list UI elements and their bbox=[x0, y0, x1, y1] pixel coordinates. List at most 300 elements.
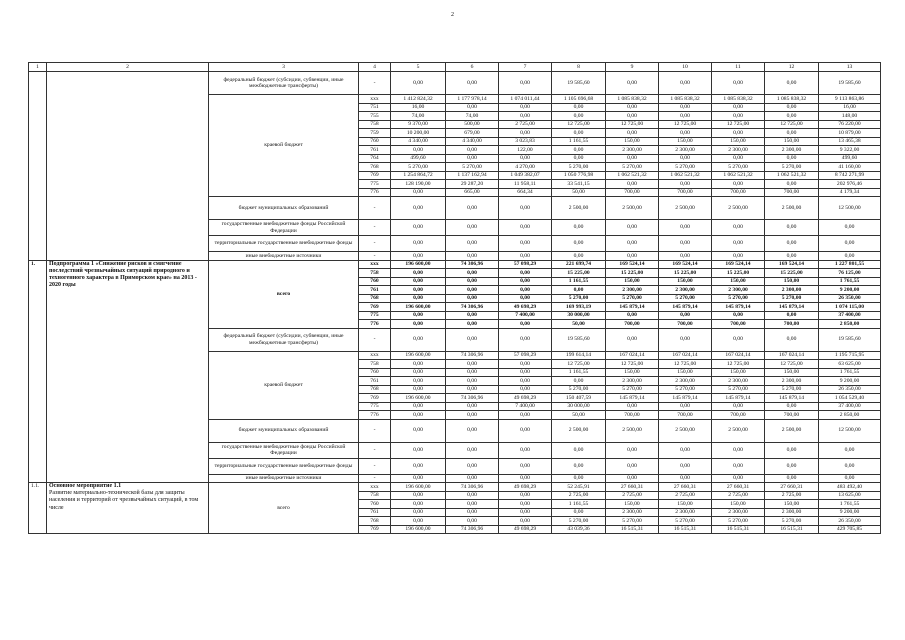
value-cell: 5 270,00 bbox=[712, 163, 765, 172]
value-cell: 0,00 bbox=[552, 220, 606, 236]
value-cell: 0,00 bbox=[606, 311, 659, 320]
value-cell: 0,00 bbox=[446, 154, 499, 163]
funding-source: территориальные государственные внебюджетные фонды bbox=[209, 458, 359, 474]
value-cell: 0,00 bbox=[659, 236, 712, 252]
value-cell: 16 515,31 bbox=[606, 525, 659, 534]
value-cell: 13 625,00 bbox=[819, 491, 881, 500]
value-cell: 0,00 bbox=[712, 402, 765, 411]
value-cell: 0,00 bbox=[552, 377, 606, 386]
value-cell: 0,00 bbox=[446, 269, 499, 278]
value-cell: 5 270,00 bbox=[552, 385, 606, 394]
value-cell: 2 500,00 bbox=[659, 419, 712, 442]
value-cell: 0,00 bbox=[391, 411, 446, 420]
value-cell: 26 350,00 bbox=[819, 385, 881, 394]
value-cell: 0,00 bbox=[499, 320, 552, 329]
value-cell: 50,00 bbox=[552, 411, 606, 420]
value-cell: 700,00 bbox=[606, 411, 659, 420]
value-cell: 150,00 bbox=[712, 500, 765, 509]
budget-code: 775 bbox=[359, 311, 391, 320]
funding-source: краевой бюджет bbox=[209, 95, 359, 197]
value-cell: 0,00 bbox=[552, 129, 606, 138]
value-cell: 0,00 bbox=[499, 286, 552, 295]
value-cell: 2 500,00 bbox=[765, 419, 819, 442]
value-cell: 2 300,00 bbox=[606, 377, 659, 386]
value-cell: 1 085 838,32 bbox=[765, 95, 819, 104]
value-cell: 0,00 bbox=[446, 328, 499, 351]
value-cell: 700,00 bbox=[659, 188, 712, 197]
value-cell: 499,60 bbox=[819, 154, 881, 163]
value-cell: 0,00 bbox=[499, 269, 552, 278]
value-cell: 2 300,00 bbox=[712, 286, 765, 295]
value-cell: 0,00 bbox=[446, 360, 499, 369]
value-cell: 0,00 bbox=[765, 112, 819, 121]
value-cell: 2 300,00 bbox=[765, 508, 819, 517]
funding-source: всего bbox=[209, 260, 359, 328]
value-cell: 76 220,00 bbox=[819, 120, 881, 129]
value-cell: 500,00 bbox=[446, 120, 499, 129]
budget-code: - bbox=[359, 419, 391, 442]
value-cell: 5 270,00 bbox=[606, 163, 659, 172]
value-cell: 0,00 bbox=[712, 311, 765, 320]
value-cell: 0,00 bbox=[391, 220, 446, 236]
value-cell: 0,00 bbox=[391, 72, 446, 95]
value-cell: 0,00 bbox=[712, 154, 765, 163]
value-cell: 9 200,00 bbox=[819, 286, 881, 295]
budget-code: 760 bbox=[359, 277, 391, 286]
value-cell: 0,00 bbox=[819, 252, 881, 261]
value-cell: 145 879,14 bbox=[765, 303, 819, 312]
value-cell: 0,00 bbox=[552, 474, 606, 483]
budget-code: 755 bbox=[359, 112, 391, 121]
value-cell: 0,00 bbox=[391, 360, 446, 369]
value-cell: 15 225,00 bbox=[659, 269, 712, 278]
value-cell: 1 412 824,32 bbox=[391, 95, 446, 104]
value-cell: 50,00 bbox=[552, 188, 606, 197]
value-cell: 2 500,00 bbox=[659, 197, 712, 220]
value-cell: 0,00 bbox=[712, 236, 765, 252]
value-cell: 199 614,14 bbox=[552, 351, 606, 360]
value-cell: 0,00 bbox=[499, 411, 552, 420]
value-cell: 0,00 bbox=[446, 368, 499, 377]
value-cell: 1 049 382,07 bbox=[499, 171, 552, 180]
value-cell: 700,00 bbox=[659, 411, 712, 420]
value-cell: 0,00 bbox=[391, 508, 446, 517]
value-cell: 19 585,60 bbox=[819, 328, 881, 351]
column-number-2: 2 bbox=[47, 63, 209, 72]
value-cell: 37 400,00 bbox=[819, 311, 881, 320]
value-cell: 74 306,96 bbox=[446, 483, 499, 492]
value-cell: 0,00 bbox=[391, 252, 446, 261]
value-cell: 0,00 bbox=[391, 377, 446, 386]
value-cell: 12 725,00 bbox=[712, 360, 765, 369]
value-cell: 0,00 bbox=[391, 458, 446, 474]
budget-code: xxx bbox=[359, 95, 391, 104]
value-cell: 12 725,00 bbox=[712, 120, 765, 129]
value-cell: 0,00 bbox=[659, 103, 712, 112]
row-title-heading: Основное мероприятие 1.1 bbox=[49, 483, 122, 489]
value-cell: 0,00 bbox=[765, 103, 819, 112]
value-cell: 0,00 bbox=[606, 442, 659, 458]
value-cell: 2 500,00 bbox=[606, 419, 659, 442]
value-cell: 0,00 bbox=[499, 491, 552, 500]
funding-source: всего bbox=[209, 483, 359, 534]
value-cell: 700,00 bbox=[606, 188, 659, 197]
value-cell: 0,00 bbox=[499, 220, 552, 236]
value-cell: 4 340,00 bbox=[391, 137, 446, 146]
value-cell: 5 270,00 bbox=[606, 517, 659, 526]
value-cell: 0,00 bbox=[765, 252, 819, 261]
value-cell: 0,00 bbox=[765, 328, 819, 351]
value-cell: 2 300,00 bbox=[606, 146, 659, 155]
value-cell: 0,00 bbox=[499, 328, 552, 351]
value-cell: 2 300,00 bbox=[765, 286, 819, 295]
value-cell: 0,00 bbox=[606, 180, 659, 189]
value-cell: 5 270,00 bbox=[659, 163, 712, 172]
value-cell: 145 879,14 bbox=[765, 394, 819, 403]
value-cell: 2 500,00 bbox=[606, 197, 659, 220]
row-title bbox=[47, 72, 209, 261]
value-cell: 196 600,00 bbox=[391, 351, 446, 360]
value-cell: 16,00 bbox=[391, 103, 446, 112]
value-cell: 150,00 bbox=[659, 277, 712, 286]
value-cell: 1 062 521,32 bbox=[712, 171, 765, 180]
budget-code: 760 bbox=[359, 368, 391, 377]
value-cell: 2 300,00 bbox=[606, 508, 659, 517]
value-cell: 0,00 bbox=[499, 368, 552, 377]
value-cell: 5 270,00 bbox=[659, 294, 712, 303]
value-cell: 1 085 838,32 bbox=[659, 95, 712, 104]
column-number-4: 4 bbox=[359, 63, 391, 72]
value-cell: 0,00 bbox=[499, 197, 552, 220]
value-cell: 145 879,14 bbox=[712, 394, 765, 403]
value-cell: 4 340,00 bbox=[446, 137, 499, 146]
value-cell: 12 725,00 bbox=[552, 120, 606, 129]
value-cell: 0,00 bbox=[712, 103, 765, 112]
budget-code: xxx bbox=[359, 260, 391, 269]
value-cell: 27 660,31 bbox=[765, 483, 819, 492]
value-cell: 57 098,29 bbox=[499, 260, 552, 269]
budget-code: xxx bbox=[359, 351, 391, 360]
value-cell: 15 225,00 bbox=[712, 269, 765, 278]
row-title bbox=[47, 260, 209, 483]
value-cell: 0,00 bbox=[552, 508, 606, 517]
value-cell: 12 725,00 bbox=[659, 120, 712, 129]
value-cell: 0,00 bbox=[659, 311, 712, 320]
budget-code: - bbox=[359, 458, 391, 474]
value-cell: 700,00 bbox=[765, 188, 819, 197]
value-cell: 0,00 bbox=[659, 129, 712, 138]
row-number: 1.1. bbox=[29, 483, 47, 534]
value-cell: 0,00 bbox=[391, 146, 446, 155]
value-cell: 0,00 bbox=[765, 311, 819, 320]
value-cell: 74 306,96 bbox=[446, 525, 499, 534]
value-cell: 12 725,00 bbox=[552, 360, 606, 369]
value-cell: 2 725,00 bbox=[499, 120, 552, 129]
value-cell: 483 492,40 bbox=[819, 483, 881, 492]
value-cell: 148,00 bbox=[819, 112, 881, 121]
value-cell: 5 270,00 bbox=[765, 163, 819, 172]
value-cell: 2 725,00 bbox=[606, 491, 659, 500]
value-cell: 19 585,60 bbox=[819, 72, 881, 95]
budget-code: 769 bbox=[359, 303, 391, 312]
value-cell: 0,00 bbox=[552, 103, 606, 112]
value-cell: 0,00 bbox=[499, 252, 552, 261]
value-cell: 1 062 521,32 bbox=[765, 171, 819, 180]
value-cell: 0,00 bbox=[606, 154, 659, 163]
value-cell: 2 725,00 bbox=[659, 491, 712, 500]
value-cell: 0,00 bbox=[499, 129, 552, 138]
value-cell: 150,00 bbox=[606, 277, 659, 286]
value-cell: 0,00 bbox=[659, 252, 712, 261]
value-cell: 0,00 bbox=[391, 491, 446, 500]
value-cell: 0,00 bbox=[391, 328, 446, 351]
value-cell: 0,00 bbox=[499, 236, 552, 252]
value-cell: 169 524,14 bbox=[765, 260, 819, 269]
value-cell: 700,00 bbox=[606, 320, 659, 329]
value-cell: 26 350,00 bbox=[819, 517, 881, 526]
value-cell: 0,00 bbox=[391, 442, 446, 458]
value-cell: 1 085 838,32 bbox=[606, 95, 659, 104]
value-cell: 0,00 bbox=[552, 236, 606, 252]
value-cell: 50,00 bbox=[552, 320, 606, 329]
row-title-description: Развитие материально-технической базы для защиты населения и территорий от чрезвычайных ситуаций, в том числе bbox=[49, 490, 199, 511]
value-cell: 0,00 bbox=[552, 146, 606, 155]
value-cell: 1 761,55 bbox=[819, 500, 881, 509]
budget-code: 761 bbox=[359, 377, 391, 386]
value-cell: 49 698,29 bbox=[499, 483, 552, 492]
value-cell: 665,00 bbox=[446, 188, 499, 197]
budget-code: 751 bbox=[359, 103, 391, 112]
value-cell: 150,00 bbox=[712, 368, 765, 377]
value-cell: 12 500,00 bbox=[819, 197, 881, 220]
column-number-7: 7 bbox=[499, 63, 552, 72]
value-cell: 5 270,00 bbox=[712, 294, 765, 303]
value-cell: 145 879,14 bbox=[712, 303, 765, 312]
value-cell: 49 698,29 bbox=[499, 394, 552, 403]
value-cell: 74,00 bbox=[391, 112, 446, 121]
value-cell: 0,00 bbox=[499, 277, 552, 286]
value-cell: 0,00 bbox=[391, 368, 446, 377]
value-cell: 0,00 bbox=[499, 154, 552, 163]
value-cell: 150,00 bbox=[765, 500, 819, 509]
value-cell: 0,00 bbox=[712, 72, 765, 95]
value-cell: 0,00 bbox=[391, 474, 446, 483]
value-cell: 0,00 bbox=[765, 474, 819, 483]
value-cell: 52 245,91 bbox=[552, 483, 606, 492]
value-cell: 700,00 bbox=[659, 320, 712, 329]
value-cell: 74 306,96 bbox=[446, 394, 499, 403]
budget-code: - bbox=[359, 197, 391, 220]
value-cell: 5 270,00 bbox=[765, 517, 819, 526]
value-cell: 2 500,00 bbox=[552, 197, 606, 220]
budget-code: 775 bbox=[359, 402, 391, 411]
value-cell: 7 400,00 bbox=[499, 311, 552, 320]
value-cell: 74 306,96 bbox=[446, 260, 499, 269]
value-cell: 700,00 bbox=[712, 188, 765, 197]
value-cell: 2 725,00 bbox=[552, 491, 606, 500]
value-cell: 0,00 bbox=[446, 277, 499, 286]
value-cell: 0,00 bbox=[765, 458, 819, 474]
value-cell: 2 300,00 bbox=[659, 508, 712, 517]
value-cell: 0,00 bbox=[446, 442, 499, 458]
value-cell: 0,00 bbox=[391, 269, 446, 278]
value-cell: 41 160,00 bbox=[819, 163, 881, 172]
value-cell: 679,00 bbox=[446, 129, 499, 138]
value-cell: 0,00 bbox=[446, 508, 499, 517]
value-cell: 169 524,14 bbox=[712, 260, 765, 269]
budget-code: - bbox=[359, 72, 391, 95]
value-cell: 12 725,00 bbox=[765, 360, 819, 369]
value-cell: 0,00 bbox=[712, 220, 765, 236]
value-cell: 0,00 bbox=[606, 72, 659, 95]
budget-code: 769 bbox=[359, 394, 391, 403]
value-cell: 27 660,31 bbox=[606, 483, 659, 492]
value-cell: 0,00 bbox=[765, 402, 819, 411]
value-cell: 0,00 bbox=[659, 458, 712, 474]
value-cell: 150,00 bbox=[606, 137, 659, 146]
value-cell: 0,00 bbox=[391, 311, 446, 320]
column-number-header-row bbox=[29, 63, 881, 72]
value-cell: 5 270,00 bbox=[765, 294, 819, 303]
value-cell: 1 161,55 bbox=[552, 137, 606, 146]
value-cell: 0,00 bbox=[819, 474, 881, 483]
value-cell: 196 600,00 bbox=[391, 260, 446, 269]
budget-code: 760 bbox=[359, 500, 391, 509]
value-cell: 27 660,31 bbox=[659, 483, 712, 492]
value-cell: 0,00 bbox=[499, 72, 552, 95]
value-cell: 7 400,00 bbox=[499, 402, 552, 411]
value-cell: 221 699,74 bbox=[552, 260, 606, 269]
value-cell: 169 524,14 bbox=[606, 260, 659, 269]
value-cell: 0,00 bbox=[606, 103, 659, 112]
value-cell: 0,00 bbox=[659, 220, 712, 236]
value-cell: 0,00 bbox=[659, 72, 712, 95]
value-cell: 0,00 bbox=[391, 385, 446, 394]
budget-code: 776 bbox=[359, 411, 391, 420]
budget-code: 758 bbox=[359, 360, 391, 369]
budget-code: 764 bbox=[359, 154, 391, 163]
value-cell: 0,00 bbox=[499, 103, 552, 112]
column-number-1: 1 bbox=[29, 63, 47, 72]
value-cell: 700,00 bbox=[765, 411, 819, 420]
value-cell: 2 500,00 bbox=[712, 197, 765, 220]
value-cell: 0,00 bbox=[446, 419, 499, 442]
column-number-10: 10 bbox=[659, 63, 712, 72]
value-cell: 145 879,14 bbox=[659, 303, 712, 312]
value-cell: 0,00 bbox=[765, 180, 819, 189]
value-cell: 0,00 bbox=[552, 112, 606, 121]
value-cell: 12 725,00 bbox=[765, 120, 819, 129]
value-cell: 9 113 863,86 bbox=[819, 95, 881, 104]
budget-code: 768 bbox=[359, 517, 391, 526]
value-cell: 167 024,14 bbox=[606, 351, 659, 360]
row-number bbox=[29, 72, 47, 261]
value-cell: 0,00 bbox=[446, 286, 499, 295]
value-cell: 2 300,00 bbox=[712, 508, 765, 517]
value-cell: 0,00 bbox=[499, 360, 552, 369]
value-cell: 2 300,00 bbox=[659, 377, 712, 386]
value-cell: 0,00 bbox=[499, 442, 552, 458]
budget-code: 775 bbox=[359, 180, 391, 189]
value-cell: 150,00 bbox=[606, 368, 659, 377]
value-cell: 0,00 bbox=[499, 508, 552, 517]
value-cell: 0,00 bbox=[391, 294, 446, 303]
value-cell: 0,00 bbox=[765, 236, 819, 252]
value-cell: 0,00 bbox=[712, 474, 765, 483]
value-cell: 122,00 bbox=[499, 146, 552, 155]
value-cell: 12 725,00 bbox=[606, 120, 659, 129]
budget-code: 759 bbox=[359, 129, 391, 138]
value-cell: 0,00 bbox=[819, 236, 881, 252]
value-cell: 0,00 bbox=[606, 220, 659, 236]
funding-source: государственные внебюджетные фонды Российской Федерации bbox=[209, 220, 359, 236]
value-cell: 150 407,59 bbox=[552, 394, 606, 403]
value-cell: 15 225,00 bbox=[606, 269, 659, 278]
value-cell: 57 098,29 bbox=[499, 351, 552, 360]
value-cell: 0,00 bbox=[391, 286, 446, 295]
value-cell: 0,00 bbox=[712, 112, 765, 121]
value-cell: 167 024,14 bbox=[712, 351, 765, 360]
value-cell: 1 062 521,32 bbox=[659, 171, 712, 180]
value-cell: 5 270,00 bbox=[606, 385, 659, 394]
value-cell: 0,00 bbox=[606, 458, 659, 474]
value-cell: 0,00 bbox=[606, 402, 659, 411]
value-cell: 1 161,55 bbox=[552, 277, 606, 286]
value-cell: 0,00 bbox=[446, 146, 499, 155]
value-cell: 0,00 bbox=[499, 458, 552, 474]
value-cell: 128 190,00 bbox=[391, 180, 446, 189]
value-cell: 15 225,00 bbox=[552, 269, 606, 278]
value-cell: 5 270,00 bbox=[765, 385, 819, 394]
value-cell: 5 270,00 bbox=[552, 517, 606, 526]
value-cell: 150,00 bbox=[765, 277, 819, 286]
value-cell: 0,00 bbox=[446, 197, 499, 220]
value-cell: 499,60 bbox=[391, 154, 446, 163]
value-cell: 0,00 bbox=[446, 402, 499, 411]
value-cell: 0,00 bbox=[446, 517, 499, 526]
table-row bbox=[29, 72, 881, 95]
value-cell: 5 270,00 bbox=[446, 163, 499, 172]
funding-source: иные внебюджетные источники bbox=[209, 474, 359, 483]
value-cell: 2 725,00 bbox=[765, 491, 819, 500]
value-cell: 8 742 271,99 bbox=[819, 171, 881, 180]
budget-code: - bbox=[359, 442, 391, 458]
value-cell: 202 976,46 bbox=[819, 180, 881, 189]
value-cell: 3 023,83 bbox=[499, 137, 552, 146]
value-cell: 11 958,11 bbox=[499, 180, 552, 189]
value-cell: 5 270,00 bbox=[712, 385, 765, 394]
value-cell: 2 500,00 bbox=[712, 419, 765, 442]
value-cell: 0,00 bbox=[446, 236, 499, 252]
budget-code: 761 bbox=[359, 146, 391, 155]
value-cell: 1 050 776,98 bbox=[552, 171, 606, 180]
budget-code: 769 bbox=[359, 525, 391, 534]
funding-source: краевой бюджет bbox=[209, 351, 359, 419]
value-cell: 2 300,00 bbox=[659, 286, 712, 295]
funding-source: федеральный бюджет (субсидии, субвенции, иные межбюджетные трансферты) bbox=[209, 72, 359, 95]
value-cell: 9 200,00 bbox=[819, 508, 881, 517]
value-cell: 43 039,36 bbox=[552, 525, 606, 534]
value-cell: 5 270,00 bbox=[552, 294, 606, 303]
value-cell: 0,00 bbox=[391, 277, 446, 286]
value-cell: 0,00 bbox=[446, 311, 499, 320]
value-cell: 0,00 bbox=[446, 103, 499, 112]
value-cell: 1 761,55 bbox=[819, 368, 881, 377]
value-cell: 12 500,00 bbox=[819, 419, 881, 442]
value-cell: 0,00 bbox=[819, 220, 881, 236]
value-cell: 1 054 529,40 bbox=[819, 394, 881, 403]
value-cell: 196 600,00 bbox=[391, 394, 446, 403]
